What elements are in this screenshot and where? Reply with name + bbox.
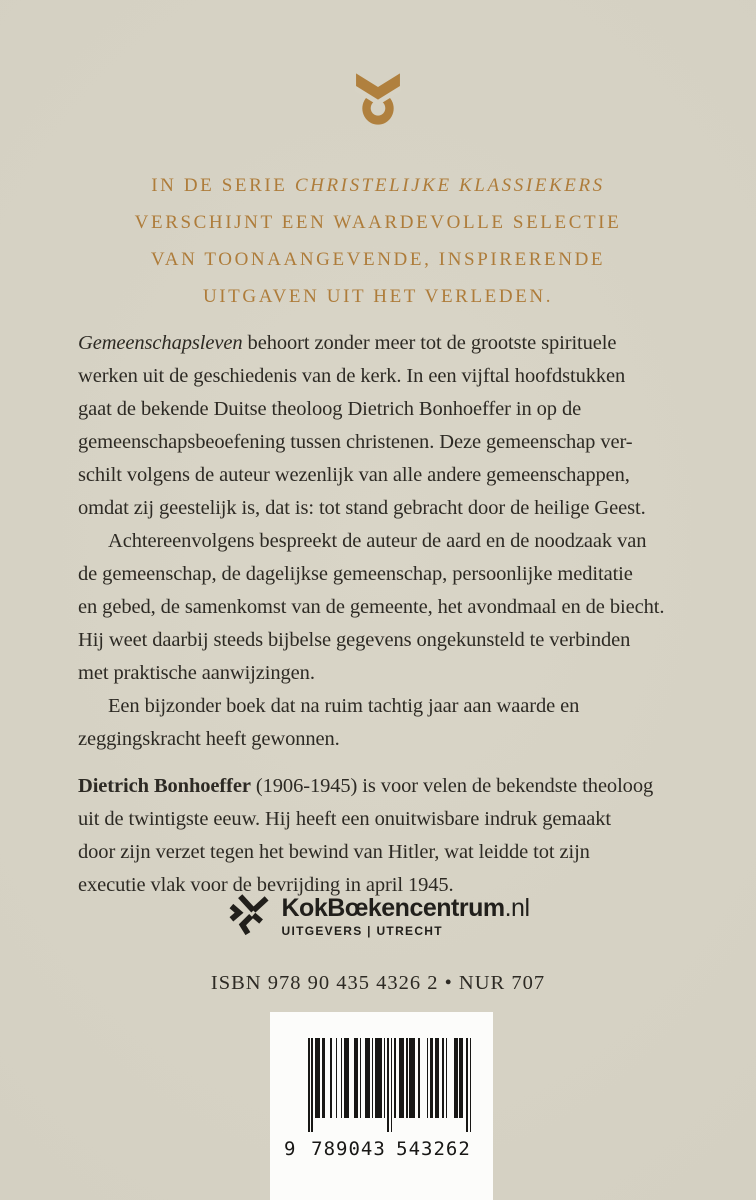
text-line: Achtereenvolgens bespreekt de auteur de aard en de noodzaak van xyxy=(108,530,647,552)
text-line: uit de twintigste eeuw. Hij heeft een onuitwisbare indruk gemaakt xyxy=(78,808,611,830)
barcode-digit-group: 9 xyxy=(284,1138,297,1160)
book-description xyxy=(78,327,698,902)
publisher-name xyxy=(282,895,530,921)
text-line: zeggingskracht heeft gewonnen. xyxy=(78,728,340,750)
text-line: omdat zij geestelijk is, dat is: tot stand gebracht door de heilige Geest. xyxy=(78,497,646,519)
text-line: de gemeenschap, de dagelijkse gemeenschap, persoonlijke meditatie xyxy=(78,563,633,585)
publisher-logo-block xyxy=(0,891,756,941)
barcode-panel xyxy=(270,1012,493,1200)
text-line: door zijn verzet tegen het bewind van Hitler, wat leidde tot zijn xyxy=(78,841,590,863)
text-line: gemeenschapsbeoefening tussen christenen. Deze gemeenschap ver- xyxy=(78,431,633,453)
publisher-wordmark xyxy=(282,895,530,938)
text-line: Hij weet daarbij steeds bijbelse gegevens ongekunsteld te verbinden xyxy=(78,629,631,651)
barcode-bars xyxy=(308,1038,472,1134)
text-line: en gebed, de samenkomst van de gemeente, het avondmaal en de biecht. xyxy=(78,596,665,618)
text-line: IN DE SERIE CHRISTELIJKE KLASSIEKERS xyxy=(151,175,605,196)
text-line: Dietrich Bonhoeffer (1906-1945) is voor velen de bekendste theoloog xyxy=(78,775,654,797)
text-line: Een bijzonder boek dat na ruim tachtig jaar aan waarde en xyxy=(108,695,580,717)
text-line: met praktische aanwijzingen. xyxy=(78,662,315,684)
kokboekencentrum-logo-icon xyxy=(227,891,271,941)
text-line: gaat de bekende Duitse theoloog Dietrich Bonhoeffer in op de xyxy=(78,398,582,420)
paragraph xyxy=(78,770,698,902)
publisher-tagline: UITGEVERS | UTRECHT xyxy=(281,923,443,938)
publisher-name-suffix: .nl xyxy=(504,893,530,922)
series-intro-text xyxy=(0,167,756,315)
christelijke-klassiekers-series-icon xyxy=(355,70,401,126)
paragraph xyxy=(78,525,698,690)
text-line: UITGAVEN UIT HET VERLEDEN. xyxy=(202,286,554,307)
text-line: schilt volgens de auteur wezenlijk van alle andere gemeenschappen, xyxy=(78,464,630,486)
isbn-nur-line: ISBN 978 90 435 4326 2 • NUR 707 xyxy=(210,972,546,994)
text-line: werken uit de geschiedenis van de kerk. In een vijftal hoofdstukken xyxy=(78,365,626,387)
text-line: executie vlak voor de bevrijding in april 1945. xyxy=(78,874,454,896)
barcode-digits xyxy=(284,1138,476,1160)
text-line: VAN TOONAANGEVENDE, INSPIRERENDE xyxy=(150,249,606,270)
paragraph xyxy=(78,690,698,756)
barcode-digit-group: 543262 xyxy=(396,1138,471,1160)
barcode-digit-group: 789043 xyxy=(311,1138,386,1160)
publisher-name-bold: KokBœkencentrum xyxy=(281,893,505,922)
text-line: VERSCHIJNT EEN WAARDEVOLLE SELECTIE xyxy=(134,212,622,233)
text-line: Gemeenschapsleven behoort zonder meer tot de grootste spirituele xyxy=(78,332,617,354)
paragraph xyxy=(78,327,698,525)
